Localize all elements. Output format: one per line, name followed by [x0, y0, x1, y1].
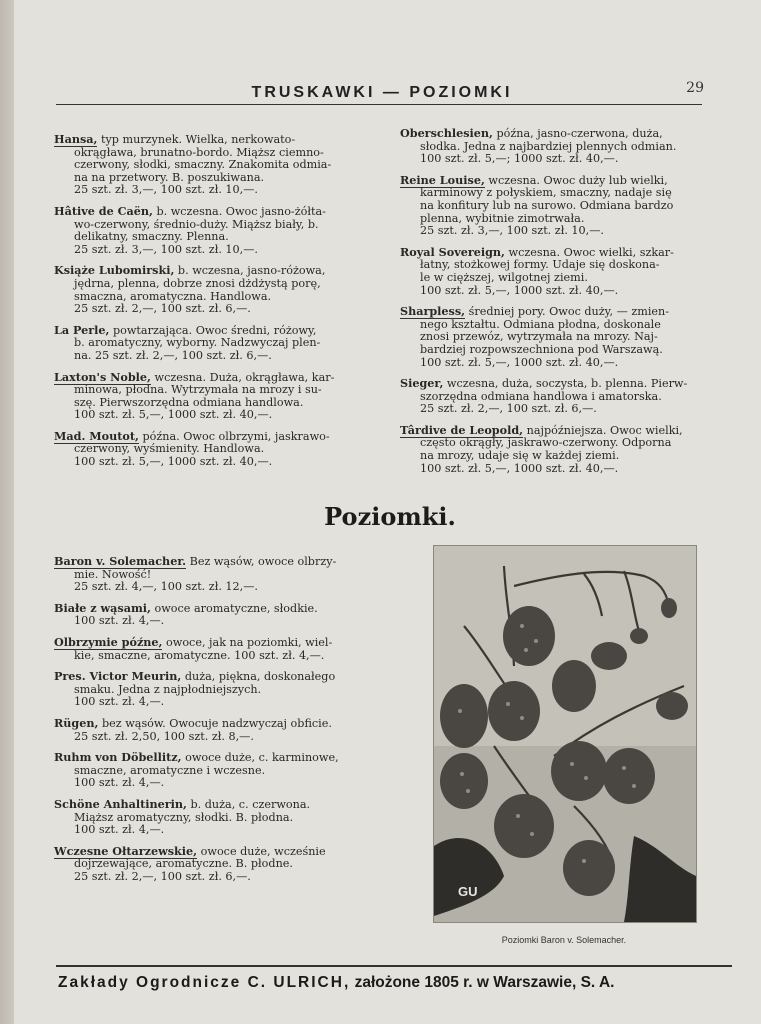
footer-founded: założone 1805 r. w Warszawie, S. A. — [350, 974, 615, 991]
footer-rule — [56, 965, 732, 967]
variety-description-line: le w cięższej, wilgotnej ziemi. — [420, 270, 588, 284]
photo-caption: Poziomki Baron v. Solemacher. — [501, 935, 627, 945]
variety-description-line: znosi przewóz, wytrzymała na mrozy. Naj- — [420, 330, 658, 344]
variety-description-line: mie. Nowość! — [74, 567, 152, 581]
variety-entry — [400, 377, 710, 416]
photo-monogram: GU — [458, 884, 478, 899]
variety-entry — [54, 670, 372, 709]
variety-name: Ruhm von Döbellitz, — [54, 750, 182, 765]
variety-name: Rügen, — [54, 715, 99, 730]
section-title: Poziomki. — [324, 502, 456, 531]
variety-description: owoce aromatyczne, słodkie. — [150, 601, 318, 615]
variety-entry — [54, 430, 372, 469]
variety-entry — [400, 424, 710, 475]
variety-description-line: szę. Pierwszorzędna odmiana handlowa. — [74, 395, 304, 409]
variety-price: 100 szt. zł. 5,—, 1000 szt. zł. 40,—. — [74, 408, 273, 422]
variety-description: wczesna. Owoc duży lub wielki, — [484, 173, 668, 187]
variety-entry — [54, 324, 372, 363]
variety-name: Oberschlesien, — [400, 126, 493, 140]
variety-description: b. wczesna, jasno-różowa, — [174, 264, 326, 278]
variety-description-line: czerwony, słodki, smaczny. Znakomita odmia- — [74, 158, 332, 172]
variety-description: wczesna, duża, soczysta, b. plenna. Pierw- — [443, 377, 688, 391]
variety-entry — [54, 133, 372, 197]
variety-description: najpóźniejsza. Owoc wielki, — [523, 423, 683, 437]
poziomki-list — [54, 555, 372, 891]
variety-price: 25 szt. zł. 3,—, 100 szt. zł. 10,—. — [420, 224, 604, 238]
variety-entry — [54, 636, 372, 662]
variety-name: Târdive de Leopold, — [400, 422, 524, 437]
variety-description: owoce duże, c. karminowe, — [181, 751, 339, 765]
variety-name: Książe Lubomirski, — [54, 263, 175, 278]
variety-name: Baron v. Solemacher. — [54, 554, 187, 568]
variety-description-line: smaczne, aromatyczne i wczesne. — [74, 763, 266, 777]
variety-entry — [54, 555, 372, 594]
variety-description-line: okrągława, brunatno-bordo. Miąższ ciemno- — [74, 145, 324, 159]
variety-price: 100 szt. zł. 4,—. — [74, 614, 165, 628]
variety-description-line: karminowy z połyskiem, smaczny, nadaje się — [420, 186, 672, 200]
variety-name: Pres. Victor Meurin, — [54, 669, 182, 684]
variety-entry — [400, 246, 710, 297]
variety-description: typ murzynek. Wielka, nerkowato- — [97, 133, 296, 146]
variety-description-line: na mrozy, udaje się w każdej ziemi. — [420, 449, 620, 463]
variety-price: 100 szt. zł. 4,—. — [74, 695, 165, 709]
variety-description-line: słodka. Jedna z najbardziej plennych odmian. — [420, 139, 677, 153]
variety-entry — [54, 264, 372, 315]
variety-entry — [54, 798, 372, 837]
variety-description-line: często okrągły, jaskrawo-czerwony. Odporna — [420, 436, 672, 450]
variety-description-line: minowa, płodna. Wytrzymała na mrozy i su- — [74, 383, 322, 397]
header-rule — [56, 104, 702, 105]
variety-description-line: plenna, wybitnie zimotrwała. — [420, 211, 585, 225]
variety-name: Wczesne Ołtarzewskie, — [54, 843, 198, 858]
variety-description-line: jędrna, plenna, dobrze znosi dżdżystą porę, — [74, 276, 321, 290]
variety-description-line: b. aromatyczny, wyborny. Nadzwyczaj plen- — [74, 336, 321, 350]
variety-price: 100 szt. zł. 5,—; 1000 szt. zł. 40,—. — [420, 152, 619, 166]
variety-name: Laxton's Noble, — [54, 369, 151, 384]
variety-description: późna, jasno-czerwona, duża, — [492, 127, 663, 140]
footer-company: Zakłady Ogrodnicze C. ULRICH, — [58, 974, 351, 991]
variety-name: La Perle, — [54, 322, 110, 337]
variety-name: Schöne Anhaltinerin, — [54, 796, 187, 811]
variety-name: Sharpless, — [400, 304, 466, 319]
variety-entry — [54, 845, 372, 884]
variety-price: 100 szt. zł. 4,—. — [74, 776, 165, 790]
variety-price: 25 szt. zł. 3,—, 100 szt. zł. 10,—. — [74, 242, 258, 256]
variety-entry — [54, 717, 372, 743]
variety-entry — [54, 602, 372, 628]
variety-description-line: czerwony, wyśmienity. Handlowa. — [74, 442, 265, 456]
variety-description-line: Miąższ aromatyczny, słodki. B. płodna. — [74, 810, 294, 824]
variety-entry — [54, 751, 372, 790]
variety-name: Hâtive de Caën, — [54, 203, 153, 218]
variety-entry — [400, 305, 710, 369]
variety-price: 100 szt. zł. 5,—, 1000 szt. zł. 40,—. — [420, 461, 619, 475]
variety-name: Olbrzymie późne, — [54, 634, 163, 649]
variety-entry — [400, 174, 710, 238]
strawberry-column-right — [400, 127, 710, 483]
footer-imprint — [58, 974, 738, 992]
variety-entry — [400, 127, 710, 166]
strawberry-illustration — [434, 546, 696, 922]
variety-description-line: na. 25 szt. zł. 2,—, 100 szt. zł. 6,—. — [74, 348, 272, 362]
variety-price: 25 szt. zł. 3,—, 100 szt. zł. 10,—. — [74, 183, 258, 197]
variety-description-line: smaczna, aromatyczna. Handlowa. — [74, 289, 272, 303]
variety-price: 25 szt. zł. 2,—, 100 szt. zł. 6,—. — [420, 402, 597, 416]
variety-description: duża, piękna, doskonałego — [181, 670, 336, 684]
variety-description: wczesna. Duża, okrągława, kar- — [150, 370, 335, 384]
variety-entry — [54, 205, 372, 256]
variety-description-line: nego kształtu. Odmiana płodna, doskonale — [420, 317, 661, 331]
variety-price: 25 szt. zł. 2,—, 100 szt. zł. 6,—. — [74, 869, 251, 883]
variety-description-line: dojrzewające, aromatyczne. B. płodne. — [74, 857, 293, 871]
variety-price: 100 szt. zł. 5,—, 1000 szt. zł. 40,—. — [420, 283, 619, 297]
variety-price: 100 szt. zł. 4,—. — [74, 823, 165, 837]
variety-description-line: kie, smaczne, aromatyczne. 100 szt. zł. 4,—. — [74, 648, 325, 662]
variety-description-line: delikatny, smaczny. Plenna. — [74, 230, 229, 244]
variety-description: b. wczesna. Owoc jasno-żółta- — [152, 204, 326, 218]
variety-description: średniej pory. Owoc duży, — zmien- — [465, 305, 670, 319]
variety-description-line: smaku. Jedna z najpłodniejszych. — [74, 682, 262, 696]
variety-description-line: na konfitury lub na surowo. Odmiana bardzo — [420, 198, 674, 212]
running-header: TRUSKAWKI — POZIOMKI — [251, 84, 513, 101]
variety-name: Białe z wąsami, — [54, 600, 151, 615]
variety-description: wczesna. Owoc wielki, szkar- — [504, 245, 674, 259]
variety-name: Hansa, — [54, 132, 98, 146]
variety-name: Sieger, — [400, 376, 444, 391]
variety-description-line: szorzędna odmiana handlowa i amatorska. — [420, 389, 662, 403]
variety-description: Bez wąsów, owoce olbrzy- — [186, 555, 337, 568]
variety-price: 25 szt. zł. 2,50, 100 szt. zł. 8,—. — [74, 729, 254, 743]
variety-name: Mad. Moutot, — [54, 428, 139, 443]
variety-description: owoce, jak na poziomki, wiel- — [162, 635, 333, 649]
strawberry-photo — [433, 545, 697, 923]
variety-price: 25 szt. zł. 2,—, 100 szt. zł. 6,—. — [74, 302, 251, 316]
variety-description: b. duża, c. czerwona. — [186, 797, 311, 811]
variety-name: Reine Louise, — [400, 172, 485, 187]
variety-description: powtarzająca. Owoc średni, różowy, — [109, 323, 317, 337]
variety-description: bez wąsów. Owocuje nadzwyczaj obficie. — [98, 716, 332, 730]
variety-price: 100 szt. zł. 5,—, 1000 szt. zł. 40,—. — [420, 355, 619, 369]
variety-entry — [54, 371, 372, 422]
variety-description-line: wo-czerwony, średnio-duży. Miąższ biały, b. — [74, 217, 319, 231]
variety-description-line: bardziej rozpowszechniona pod Warszawą. — [420, 342, 663, 356]
page-number: 29 — [686, 80, 704, 96]
variety-description-line: łatny, stożkowej formy. Udaje się doskona- — [420, 258, 660, 272]
strawberry-column-left — [54, 133, 372, 477]
variety-description: późna. Owoc olbrzymi, jaskrawo- — [138, 429, 330, 443]
variety-description: owoce duże, wcześnie — [197, 844, 326, 858]
variety-name: Royal Sovereign, — [400, 244, 505, 259]
variety-price: 100 szt. zł. 5,—, 1000 szt. zł. 40,—. — [74, 455, 273, 469]
variety-price: 25 szt. zł. 4,—, 100 szt. zł. 12,—. — [74, 580, 258, 594]
variety-description-line: na na przetwory. B. poszukiwana. — [74, 170, 265, 184]
